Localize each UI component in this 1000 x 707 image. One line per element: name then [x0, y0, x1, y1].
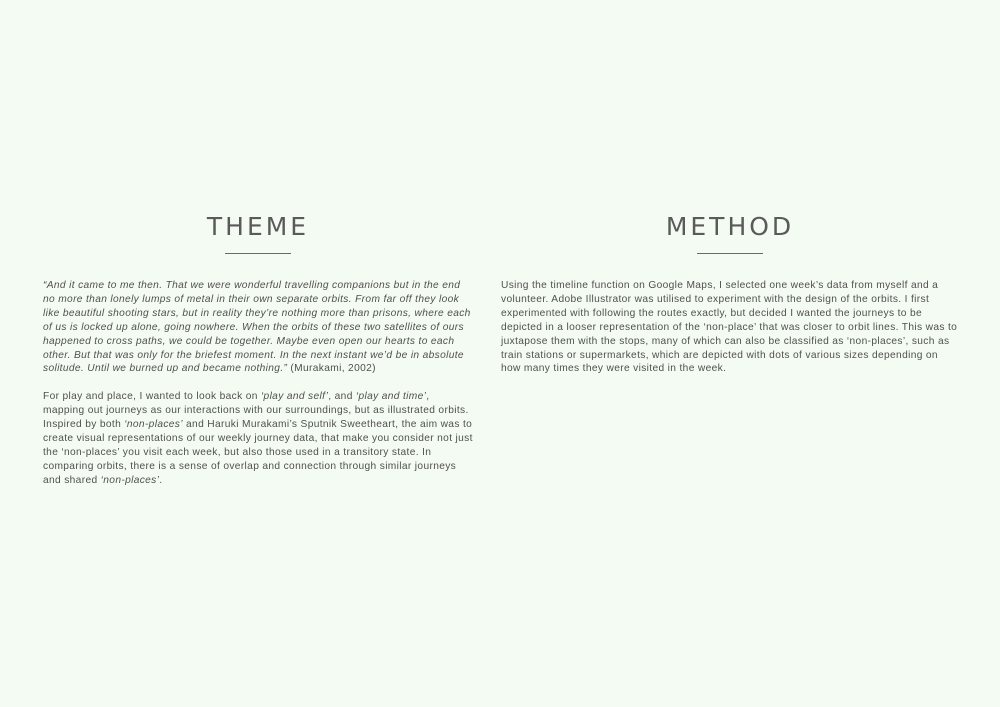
theme-paragraph-1 — [43, 390, 473, 418]
method-heading-rule — [697, 253, 763, 254]
quote-text: “And it came to me then. That we were wonderful travelling companions but in the end no more than lonely lumps of metal in their own separate orbits. From far off they look like beautiful shooting stars, but in reality they’re nothing more than prisons, where each of us is locked up alone, going nowhere. When the orbits of these two satellites of ours happened to cross paths, we could be together. Maybe even open our hearts to each other. But that was only for the briefest moment. In the next instant we’d be in absolute solitude. Until we burned up and became nothing.” — [43, 280, 471, 375]
paragraph-emphasis: ‘non-places’ — [124, 419, 183, 431]
paragraph-emphasis: ‘non-places’ — [100, 474, 160, 486]
paragraph-emphasis: ‘play and self’ — [260, 391, 329, 403]
theme-paragraph-2 — [43, 418, 473, 488]
method-section — [501, 210, 959, 376]
quote-citation: (Murakami, 2002) — [287, 363, 376, 375]
theme-quote — [43, 279, 473, 376]
theme-section — [43, 210, 473, 488]
paragraph-text: Inspired by both — [43, 419, 125, 431]
method-heading: METHOD — [665, 212, 795, 241]
paragraph-text: , and — [328, 391, 356, 403]
theme-heading-rule — [225, 253, 291, 254]
paragraph-text: . — [159, 474, 163, 486]
paragraph-emphasis: ‘play and time’ — [355, 391, 427, 403]
paragraph-text: and Haruki Murakami’s Sputnik Sweetheart, the aim was to create visual representations of our weekly journey data, that make you consider not just the ‘non-places’ you visit each week, but also those used in a transitory state. In comparing orbits, there is a sense of overlap and connection through similar journeys and shared — [43, 419, 473, 486]
paragraph-text: For play and place, I wanted to look back on — [43, 391, 261, 403]
paragraph-text: , mapping out journeys as our interactions with our surroundings, but as illustrated orbits. — [43, 391, 469, 417]
method-paragraph: Using the timeline function on Google Maps, I selected one week’s data from myself and a volunteer. Adobe Illustrator was utilised to experiment with the design of the orbits. I first experimented with following the routes exactly, but decided I wanted the journeys to be depicted in a looser representation of the ‘non-place’ that was closer to orbit lines. This was to juxtapose them with the stops, many of which can also be classified as ‘non-places’, such as train stations or supermarkets, which are depicted with dots of various sizes depending on how many times they were visited in the week. — [501, 280, 958, 375]
theme-heading: THEME — [206, 212, 310, 241]
